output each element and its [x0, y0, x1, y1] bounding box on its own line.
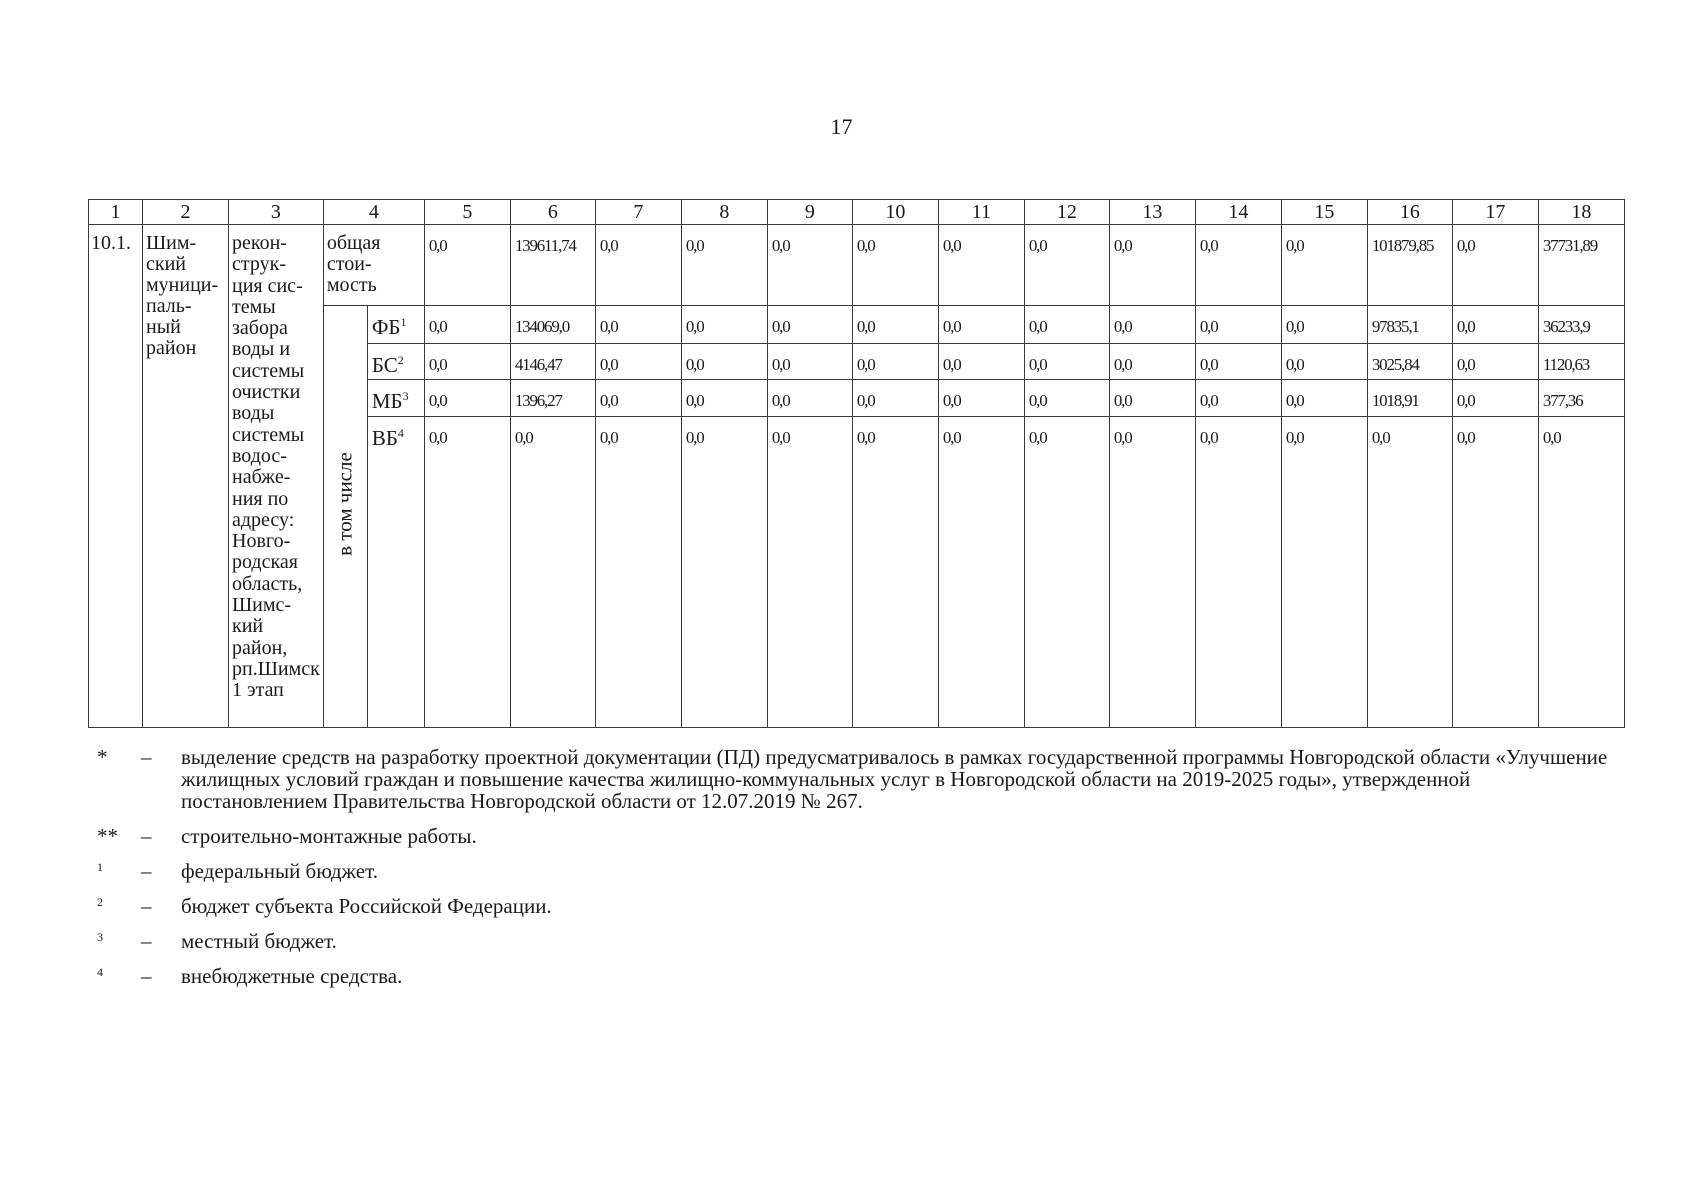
object-description-cell: рекон- струк- ция сис- темы забора воды и системы очистки воды системы водос- набже- ния по адресу: Новго- родская область, Шимс- кий район, рп.Шимск 1 этап: [229, 225, 324, 728]
total-value-col13: 0,0: [1109, 225, 1195, 306]
header-cell-11: 11: [938, 200, 1024, 225]
total-value-col5: 0,0: [424, 225, 510, 306]
footnote-mark: *: [97, 745, 108, 769]
header-row: [89, 200, 1625, 225]
fb-value-col9: 0,0: [767, 306, 852, 344]
fund-label-vb: $ВБ^4$: [367, 417, 424, 728]
bs-value-col10: 0,0: [852, 344, 938, 380]
header-cell-7: 7: [595, 200, 681, 225]
footnote-text: строительно-монтажные работы.: [181, 824, 477, 848]
fb-value-col14: 0,0: [1195, 306, 1281, 344]
page-number: 17: [830, 114, 853, 139]
header-cell-5: 5: [424, 200, 510, 225]
table-row-total: [89, 225, 1625, 306]
fb-value-col15: 0,0: [1281, 306, 1367, 344]
total-value-col6: 139611,74: [510, 225, 595, 306]
vb-value-col18: 0,0: [1538, 417, 1624, 728]
footnote-text: местный бюджет.: [181, 929, 337, 953]
total-value-col12: 0,0: [1024, 225, 1109, 306]
footnote-dash: –: [141, 894, 152, 918]
mb-value-col5: 0,0: [424, 380, 510, 417]
mb-value-col18: 377,36: [1538, 380, 1624, 417]
footnote-dash: –: [141, 859, 152, 883]
footnote-text: федеральный бюджет.: [181, 859, 378, 883]
vb-value-col17: 0,0: [1452, 417, 1538, 728]
fb-value-col17: 0,0: [1452, 306, 1538, 344]
mb-value-col15: 0,0: [1281, 380, 1367, 417]
vb-value-col15: 0,0: [1281, 417, 1367, 728]
header-cell-3: 3: [229, 200, 324, 225]
mb-value-col6: 1396,27: [510, 380, 595, 417]
footnote-item: [97, 825, 1617, 847]
fund-label-bs: $БС^2$: [367, 344, 424, 380]
bs-value-col9: 0,0: [767, 344, 852, 380]
total-cost-label: общая стои- мость: [323, 225, 424, 306]
header-cell-12: 12: [1024, 200, 1109, 225]
footnote-item: [97, 895, 1617, 917]
fb-value-col13: 0,0: [1109, 306, 1195, 344]
bs-value-col6: 4146,47: [510, 344, 595, 380]
footnote-item: [97, 860, 1617, 882]
footnote-item: [97, 930, 1617, 952]
bs-value-col18: 1120,63: [1538, 344, 1624, 380]
row-number: 10.1.: [89, 225, 143, 728]
municipality-cell: Шим- ский муници- паль- ный район: [143, 225, 229, 728]
footnote-item: [97, 746, 1617, 812]
footnote-dash: –: [141, 929, 152, 953]
total-value-col15: 0,0: [1281, 225, 1367, 306]
footnote-text: бюджет субъекта Российской Федерации.: [181, 894, 552, 918]
fb-value-col6: 134069,0: [510, 306, 595, 344]
budget-table: [88, 199, 1625, 728]
fb-value-col16: 97835,1: [1367, 306, 1452, 344]
vb-value-col6: 0,0: [510, 417, 595, 728]
mb-value-col16: 1018,91: [1367, 380, 1452, 417]
mb-value-col14: 0,0: [1195, 380, 1281, 417]
bs-value-col13: 0,0: [1109, 344, 1195, 380]
including-label-cell: [323, 306, 367, 728]
fb-value-col12: 0,0: [1024, 306, 1109, 344]
header-cell-15: 15: [1281, 200, 1367, 225]
total-value-col18: 37731,89: [1538, 225, 1624, 306]
vb-value-col9: 0,0: [767, 417, 852, 728]
fb-value-col5: 0,0: [424, 306, 510, 344]
mb-value-col9: 0,0: [767, 380, 852, 417]
mb-value-col12: 0,0: [1024, 380, 1109, 417]
fb-value-col10: 0,0: [852, 306, 938, 344]
fb-value-col11: 0,0: [938, 306, 1024, 344]
header-cell-18: 18: [1538, 200, 1624, 225]
header-cell-2: 2: [143, 200, 229, 225]
bs-value-col16: 3025,84: [1367, 344, 1452, 380]
header-cell-1: 1: [89, 200, 143, 225]
bs-value-col8: 0,0: [681, 344, 767, 380]
header-cell-13: 13: [1109, 200, 1195, 225]
header-cell-14: 14: [1195, 200, 1281, 225]
bs-value-col5: 0,0: [424, 344, 510, 380]
bs-value-col12: 0,0: [1024, 344, 1109, 380]
fund-label-mb: $МБ^3$: [367, 380, 424, 417]
mb-value-col8: 0,0: [681, 380, 767, 417]
vb-value-col12: 0,0: [1024, 417, 1109, 728]
fb-value-col8: 0,0: [681, 306, 767, 344]
including-label: в том числе: [332, 452, 357, 556]
footnote-text: внебюджетные средства.: [181, 964, 403, 988]
footnote-mark: 1: [97, 860, 103, 874]
bs-value-col17: 0,0: [1452, 344, 1538, 380]
total-value-col14: 0,0: [1195, 225, 1281, 306]
total-value-col8: 0,0: [681, 225, 767, 306]
header-cell-10: 10: [852, 200, 938, 225]
mb-value-col7: 0,0: [595, 380, 681, 417]
fb-value-col18: 36233,9: [1538, 306, 1624, 344]
header-cell-4: 4: [323, 200, 424, 225]
total-value-col7: 0,0: [595, 225, 681, 306]
fb-value-col7: 0,0: [595, 306, 681, 344]
bs-value-col7: 0,0: [595, 344, 681, 380]
bs-value-col15: 0,0: [1281, 344, 1367, 380]
footnote-item: [97, 965, 1617, 987]
footnotes: [97, 746, 1617, 1000]
vb-value-col7: 0,0: [595, 417, 681, 728]
footnote-mark: 4: [97, 965, 103, 979]
bs-value-col14: 0,0: [1195, 344, 1281, 380]
footnote-mark: 3: [97, 930, 103, 944]
total-value-col11: 0,0: [938, 225, 1024, 306]
total-value-col9: 0,0: [767, 225, 852, 306]
footnote-dash: –: [141, 824, 152, 848]
header-cell-6: 6: [510, 200, 595, 225]
header-cell-17: 17: [1452, 200, 1538, 225]
footnote-text: выделение средств на разработку проектной документации (ПД) предусматривалось в рамках государственной программы Новгородской области «Улучшение жилищных условий граждан и повышение качества жилищно-коммунальных услуг в Новгородской области на 2019-2025 годы», утвержденной постановлением Правительства Новгородской области от 12.07.2019 № 267.: [181, 745, 1608, 813]
vb-value-col8: 0,0: [681, 417, 767, 728]
total-value-col17: 0,0: [1452, 225, 1538, 306]
footnote-dash: –: [141, 745, 152, 769]
footnote-mark: **: [97, 824, 118, 848]
mb-value-col17: 0,0: [1452, 380, 1538, 417]
header-cell-9: 9: [767, 200, 852, 225]
total-value-col10: 0,0: [852, 225, 938, 306]
bs-value-col11: 0,0: [938, 344, 1024, 380]
mb-value-col10: 0,0: [852, 380, 938, 417]
vb-value-col16: 0,0: [1367, 417, 1452, 728]
vb-value-col13: 0,0: [1109, 417, 1195, 728]
footnote-dash: –: [141, 964, 152, 988]
vb-value-col11: 0,0: [938, 417, 1024, 728]
vb-value-col14: 0,0: [1195, 417, 1281, 728]
mb-value-col11: 0,0: [938, 380, 1024, 417]
vb-value-col10: 0,0: [852, 417, 938, 728]
footnote-mark: 2: [97, 895, 103, 909]
header-cell-8: 8: [681, 200, 767, 225]
header-cell-16: 16: [1367, 200, 1452, 225]
vb-value-col5: 0,0: [424, 417, 510, 728]
fund-label-fb: $ФБ^1$: [367, 306, 424, 344]
total-value-col16: 101879,85: [1367, 225, 1452, 306]
mb-value-col13: 0,0: [1109, 380, 1195, 417]
